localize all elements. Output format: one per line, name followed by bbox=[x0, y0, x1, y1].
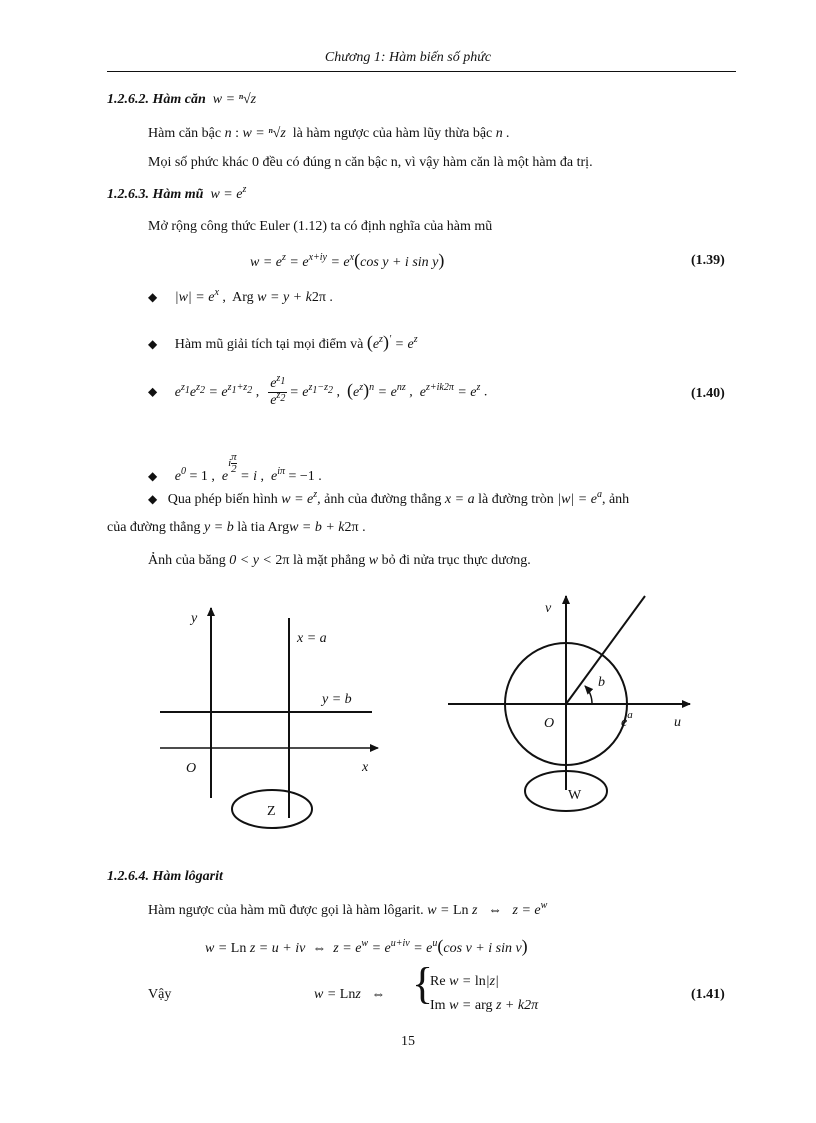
equation-number-1-39: (1.39) bbox=[691, 253, 725, 268]
bullet-icon: ◆ bbox=[148, 384, 158, 399]
equation-number-1-40: (1.40) bbox=[691, 386, 725, 401]
bullet-mapping-line2: của đường thẳng y = b là tia Argw = b + k2π . bbox=[107, 520, 366, 535]
mapping-text-e: của đường thẳng bbox=[107, 520, 201, 535]
z-y-label: y bbox=[191, 611, 198, 626]
z-origin-label: O bbox=[186, 761, 197, 776]
z-line-xa-label: x = a bbox=[297, 631, 327, 646]
paragraph-exp-intro: Mở rộng công thức Euler (1.12) ta có định nghĩa của hàm mũ bbox=[148, 219, 493, 234]
z-line-yb-label: y = b bbox=[322, 692, 352, 707]
section-1262-title: 1.2.6.2. Hàm căn bbox=[107, 92, 206, 107]
section-1264-title: 1.2.6.4. Hàm lôgarit bbox=[107, 869, 223, 884]
paragraph-root-multivalued: Mọi số phức khác 0 đều có đúng n căn bậc n, vì vậy hàm căn là một hàm đa trị. bbox=[148, 155, 593, 170]
mapping-text-a: Qua phép biến hình bbox=[167, 492, 278, 507]
root-def-colon: : bbox=[235, 126, 239, 141]
analytic-text: Hàm mũ giải tích tại mọi điểm và bbox=[174, 337, 364, 352]
angle-arc bbox=[585, 686, 592, 704]
root-def-text-a: Hàm căn bậc bbox=[148, 126, 222, 141]
section-1262-formula: w = ⁿ√z bbox=[212, 92, 257, 107]
bullet-mapping-line1: ◆ Qua phép biến hình $w = e^z$, ảnh của đường thẳng x = a là đường tròn $|w| = e^a$, ảnh bbox=[148, 489, 630, 507]
equation-log-expansion: w = Ln z = u + iv ⇔ $z = e^w = e^{u+iv} = e^u(\cos$ v + i sin v) bbox=[205, 936, 528, 956]
bullet-icon: ◆ bbox=[148, 469, 158, 484]
w-radius-label: $e^a$ bbox=[621, 709, 633, 730]
paragraph-strip-image: Ảnh của băng 0 < y < 2π là mặt phẳng w bỏ đi nửa trục thực dương. bbox=[148, 553, 531, 568]
equation-1-39: $w = e^z = e^{x+iy} = e^x(\cos$ y + i sin y) bbox=[250, 250, 445, 270]
system-brace: { bbox=[412, 959, 434, 1008]
paragraph-log-intro: Hàm ngược của hàm mũ được gọi là hàm lôgarit. w = Ln z ⇔ $z = e^w$ bbox=[148, 900, 548, 918]
strip-text-a: Ảnh của băng bbox=[148, 553, 226, 568]
root-def-n: n bbox=[224, 126, 232, 141]
bullet-icon: ◆ bbox=[148, 492, 158, 506]
z-plane-diagram bbox=[160, 608, 378, 828]
image-ray bbox=[566, 596, 645, 704]
w-angle-label: b bbox=[598, 675, 605, 690]
mapping-text-b: , ảnh của đường thẳng bbox=[317, 492, 442, 507]
mapping-text-c: là đường tròn bbox=[478, 492, 554, 507]
root-def-formula: w = ⁿ√z bbox=[242, 126, 286, 141]
vay-label: Vậy bbox=[148, 987, 172, 1002]
section-1263-formula: $w = e^z$ bbox=[210, 184, 247, 202]
equation-1-41-im: Im w = arg z + k2π bbox=[430, 998, 539, 1013]
section-1263-title: 1.2.6.3. Hàm mũ bbox=[107, 187, 204, 202]
z-plane-label: Z bbox=[267, 804, 276, 819]
equation-1-41-lhs: w = Lnz ⇔ bbox=[314, 987, 386, 1002]
mapping-text-f: là tia bbox=[237, 520, 265, 535]
w-plane-diagram bbox=[448, 596, 690, 811]
bullet-special-values: ◆ $e^0 = 1$ , ei $\frac{\pi}{2}$ = i , $e^{i\pi} = -1$ . bbox=[148, 451, 322, 485]
z-x-label: x bbox=[362, 760, 369, 775]
bullet-icon: ◆ bbox=[148, 290, 158, 304]
bullet-exp-properties: ◆ $e^{z_1}e^{z_2} = e^{z_1+z_2}$ , $\frac{e^{z_1}}{e^{z_2}}$ = $e^{z_1-z_2}$ , $(e^z)^n = e^{nz}$ , $e^{z+ik2\pi} = e^z$ . bbox=[148, 373, 488, 408]
bullet-analytic: ◆ Hàm mũ giải tích tại mọi điểm và $(e^z)' = e^z$ bbox=[148, 332, 418, 352]
running-header: Chương 1: Hàm biến số phức bbox=[324, 50, 492, 65]
page-number: 15 bbox=[401, 1034, 415, 1049]
root-def-text-b: là hàm ngược của hàm lũy thừa bậc bbox=[292, 126, 493, 141]
bullet-icon: ◆ bbox=[148, 337, 158, 351]
strip-w: w bbox=[368, 553, 379, 568]
w-plane-label: W bbox=[568, 788, 582, 803]
equation-1-41-re: Re w = ln|z| bbox=[430, 974, 499, 989]
strip-text-c: bỏ đi nửa trục thực dương. bbox=[381, 553, 531, 568]
log-intro-text: Hàm ngược của hàm mũ được gọi là hàm lôgarit. bbox=[148, 903, 424, 918]
bullet-modulus-arg: ◆ $|w| = e^x$ , Arg w = y + k2π . bbox=[148, 287, 333, 305]
strip-text-b: là mặt phẳng bbox=[292, 553, 366, 568]
root-def-end: n . bbox=[495, 126, 510, 141]
mapping-text-d: , ảnh bbox=[601, 492, 630, 507]
w-v-label: v bbox=[545, 601, 552, 616]
w-u-label: u bbox=[674, 715, 681, 730]
w-origin-label: O bbox=[544, 716, 555, 731]
equation-number-1-41: (1.41) bbox=[691, 987, 725, 1002]
